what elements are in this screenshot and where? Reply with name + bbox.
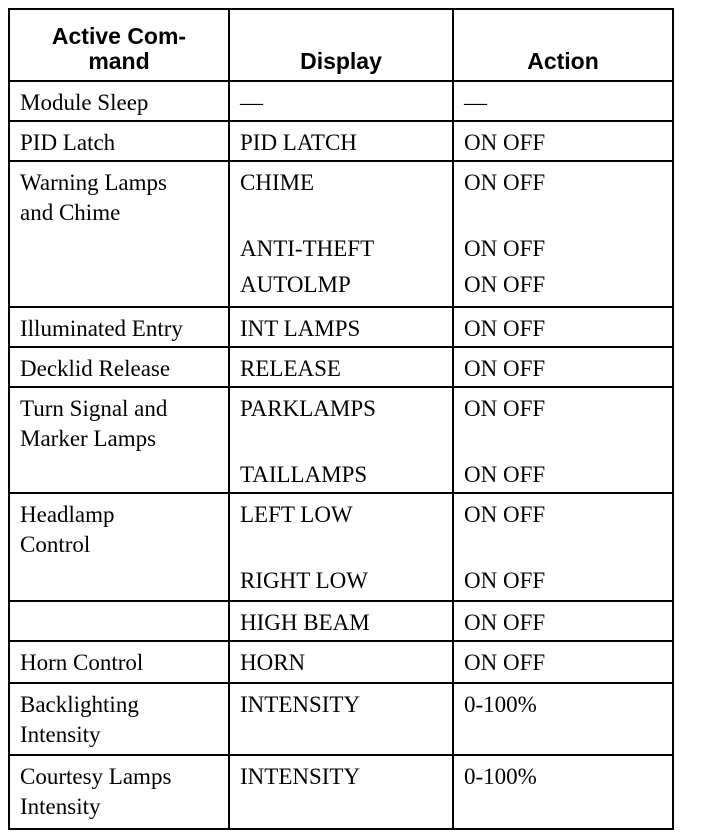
- cell-display-text: PID LATCH: [240, 130, 357, 155]
- cell-display: [228, 386, 454, 494]
- cell-display: [228, 492, 454, 602]
- cell-action-text: ON OFF: [464, 568, 546, 593]
- header-label: Action: [527, 48, 599, 74]
- cell-display: [228, 640, 454, 684]
- cell-display-text: RELEASE: [240, 356, 341, 381]
- cell-action: [452, 160, 674, 308]
- cell-command: Module Sleep: [8, 80, 230, 122]
- cell-action-text: ON OFF: [464, 130, 546, 155]
- cell-command: Warning Lamps and Chime: [8, 160, 230, 308]
- cell-action: [452, 492, 674, 602]
- cell-action-text: ON OFF: [464, 316, 546, 341]
- cell-action-text: ON OFF: [464, 236, 546, 261]
- cell-display-text: LEFT LOW: [240, 502, 353, 527]
- cell-command: Headlamp Control: [8, 492, 230, 602]
- cell-display-text: PARKLAMPS: [240, 396, 376, 421]
- cell-action: [452, 80, 674, 122]
- cell-command: Courtesy Lamps Intensity: [8, 754, 230, 830]
- cell-action: [452, 120, 674, 162]
- cell-action: [452, 346, 674, 388]
- cell-display-text: AUTOLMP: [240, 272, 351, 297]
- cell-action-text: 0-100%: [464, 692, 537, 717]
- cell-command: Decklid Release: [8, 346, 230, 388]
- cell-display: [228, 754, 454, 830]
- cell-display: [228, 160, 454, 308]
- cell-action: [452, 682, 674, 756]
- cell-action-text: 0-100%: [464, 764, 537, 789]
- cell-display-text: INTENSITY: [240, 764, 361, 789]
- header-active-command: [8, 8, 230, 82]
- cell-action: [452, 754, 674, 830]
- header-label: Display: [300, 48, 382, 74]
- cell-display-text: INTENSITY: [240, 692, 361, 717]
- cell-display-text: RIGHT LOW: [240, 568, 368, 593]
- cell-display: [228, 346, 454, 388]
- cell-action: [452, 640, 674, 684]
- cell-action: [452, 386, 674, 494]
- cell-command: PID Latch: [8, 120, 230, 162]
- cell-action-text: ON OFF: [464, 462, 546, 487]
- header-display: [228, 8, 454, 82]
- cell-display-text: CHIME: [240, 170, 315, 195]
- cell-action-text: ON OFF: [464, 396, 546, 421]
- cell-display: [228, 80, 454, 122]
- cell-action-text: ON OFF: [464, 610, 546, 635]
- cell-command: Turn Signal and Marker Lamps: [8, 386, 230, 494]
- cell-action: [452, 306, 674, 348]
- cell-action-text: ON OFF: [464, 650, 546, 675]
- cell-display: [228, 306, 454, 348]
- cell-command: Illuminated Entry: [8, 306, 230, 348]
- cell-display-text: ANTI-THEFT: [240, 236, 375, 261]
- cell-display-text: HORN: [240, 650, 306, 675]
- cell-action-text: ON OFF: [464, 502, 546, 527]
- cell-display: [228, 600, 454, 642]
- cell-display-text: TAILLAMPS: [240, 462, 368, 487]
- cell-action: [452, 600, 674, 642]
- cell-display: [228, 120, 454, 162]
- cell-display: [228, 682, 454, 756]
- cell-command: [8, 600, 230, 642]
- cell-action-text: ON OFF: [464, 356, 546, 381]
- cell-display-text: INT LAMPS: [240, 316, 361, 341]
- cell-display-text: —: [240, 90, 263, 115]
- cell-command: Horn Control: [8, 640, 230, 684]
- cell-command: Backlighting Intensity: [8, 682, 230, 756]
- header-label: Active Com- mand: [51, 23, 187, 74]
- cell-display-text: HIGH BEAM: [240, 610, 370, 635]
- cell-action-text: —: [464, 90, 487, 115]
- header-action: [452, 8, 674, 82]
- cell-action-text: ON OFF: [464, 170, 546, 195]
- cell-action-text: ON OFF: [464, 272, 546, 297]
